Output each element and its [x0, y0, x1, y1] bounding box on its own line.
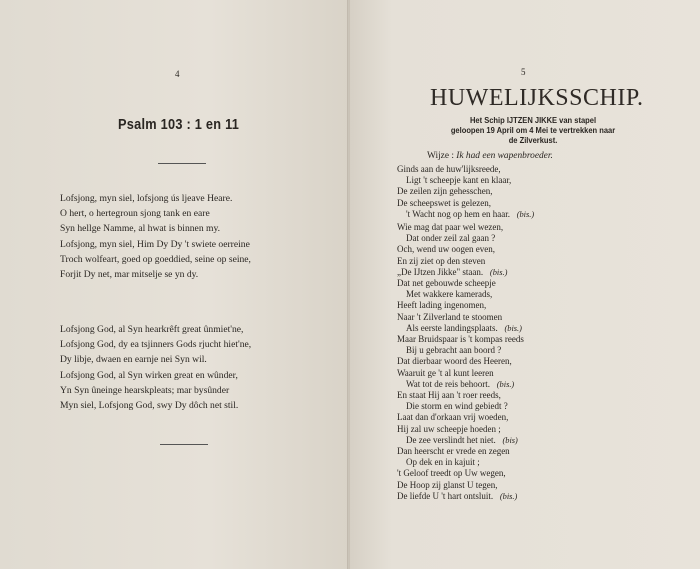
- stanza-line: Bij u gebracht aan boord ?: [406, 345, 502, 356]
- refrain-tag: (bis): [502, 435, 518, 445]
- verse-line: Syn hellge Namme, al hwat is binnen my.: [60, 223, 221, 235]
- stanza-1: [397, 164, 534, 220]
- tune-indication: [427, 151, 553, 161]
- verse-line: Lofsjong God, dy ea tsjinners Gods rjucht hiet'ne,: [60, 339, 252, 351]
- stanza-line: De zee verslindt het niet.: [406, 434, 496, 445]
- stanza-line: De zeilen zijn gehesschen,: [397, 186, 493, 197]
- stanza-line: Naar 't Zilverland te stoomen: [397, 311, 503, 322]
- refrain-tag: (bis.): [496, 379, 515, 389]
- verse-line: Lofsjong, myn siel, Him Dy Dy 't swiete oerreine: [60, 238, 250, 250]
- psalm-verse-2: [60, 322, 251, 413]
- stanza-5: [397, 390, 518, 446]
- verse-line: Yn Syn ûneinge hearskpleats; mar bysûnder: [60, 384, 230, 396]
- stanza-line: En staat Hij aan 't roer reeds,: [397, 390, 501, 400]
- stanza-line: De liefde U 't hart ontsluit.: [397, 490, 494, 501]
- verse-line: Lofsjong, myn siel, lofsjong ús ljeave Heare.: [60, 193, 233, 204]
- stanza-line: Die storm en wind gebiedt ?: [406, 401, 508, 412]
- stanza-line: En zij ziet op den steven: [397, 255, 486, 266]
- stanza-line: Wat tot de reis behoort.: [406, 378, 491, 389]
- right-page-number: 5: [521, 67, 526, 77]
- stanza-line: Dan heerscht er vrede en zegen: [397, 446, 510, 456]
- stanza-6: [397, 446, 517, 502]
- left-page-number: 4: [175, 69, 180, 79]
- stanza-line: Maar Bruidspaar is 't kompas reeds: [397, 334, 524, 344]
- divider: [160, 444, 208, 445]
- stanza-line: Dat onder zeil zal gaan ?: [406, 233, 496, 244]
- stanza-line: „De IJtzen Jikke" staan.: [397, 266, 484, 277]
- stanza-line: De scheepswet is gelezen,: [397, 197, 491, 208]
- divider: [158, 163, 206, 164]
- refrain-tag: (bis.): [489, 267, 508, 277]
- refrain-tag: (bis.): [499, 491, 518, 501]
- stanza-line: 't Geloof treedt op Uw wegen,: [397, 468, 506, 479]
- verse-line: Lofsjong God, al Syn wirken great en wûnder,: [60, 369, 238, 381]
- stanza-line: Met wakkere kamerads,: [406, 289, 493, 300]
- stanza-line: Waaruit ge 't al kunt leeren: [397, 367, 494, 378]
- stanza-line: De Hoop zij glanst U tegen,: [397, 479, 498, 490]
- verse-line: Troch wolfeart, goed op goeddied, seine op seine,: [60, 253, 251, 265]
- stanza-line: 't Wacht nog op hem en haar.: [406, 208, 510, 219]
- refrain-tag: (bis.): [504, 323, 522, 333]
- stanza-line: Laat dan d'orkaan vrij woeden,: [397, 412, 509, 423]
- stanza-3: [397, 278, 522, 334]
- stanza-line: Ginds aan de huw'lijksreede,: [397, 164, 501, 174]
- subtitle: [425, 115, 641, 145]
- psalm-verse-1: [60, 191, 251, 282]
- subtitle-line: geloopen 19 April om 4 Mei te vertrekken naar: [450, 125, 616, 135]
- stanza-line: Heeft lading ingenomen,: [397, 300, 487, 311]
- verse-line: Myn siel, Lofsjong God, swy Dy dôch net stil.: [60, 400, 239, 412]
- stanza-2: [397, 222, 507, 278]
- subtitle-line: Het Schip IJTZEN JIKKE van stapel: [469, 115, 597, 125]
- stanza-line: Och, wend uw oogen even,: [397, 244, 495, 255]
- stanza-4: [397, 334, 524, 390]
- tune-name: Ik had een wapenbroeder.: [456, 151, 553, 161]
- verse-line: Forjit Dy net, mar mitselje se yn dy.: [60, 269, 199, 281]
- verse-line: Lofsjong God, al Syn hearkrêft great ûnmiet'ne,: [60, 324, 244, 335]
- stanza-line: Op dek en in kajuit ;: [406, 457, 480, 468]
- stanza-line: Ligt 't scheepje kant en klaar,: [406, 175, 512, 186]
- left-page: [0, 0, 349, 569]
- verse-line: Dy libje, dwaen en earnje nei Syn wil.: [60, 354, 207, 366]
- stanza-line: Hij zal uw scheepje hoeden ;: [397, 423, 501, 434]
- refrain-tag: (bis.): [516, 209, 535, 219]
- subtitle-line: de Zilverkust.: [508, 135, 558, 145]
- tune-label: Wijze :: [427, 151, 454, 161]
- psalm-title: Psalm 103 : 1 en 11: [118, 116, 240, 133]
- stanza-line: Als eerste landingsplaats.: [406, 322, 498, 333]
- stanza-line: Dat net gebouwde scheepje: [397, 278, 496, 288]
- stanza-line: Wie mag dat paar wel wezen,: [397, 222, 504, 232]
- song-title: HUWELIJKSSCHIP.: [430, 85, 644, 111]
- verse-line: O hert, o hertegroun sjong tank en eare: [60, 208, 210, 220]
- stanza-line: Dat dierbaar woord des Heeren,: [397, 356, 512, 367]
